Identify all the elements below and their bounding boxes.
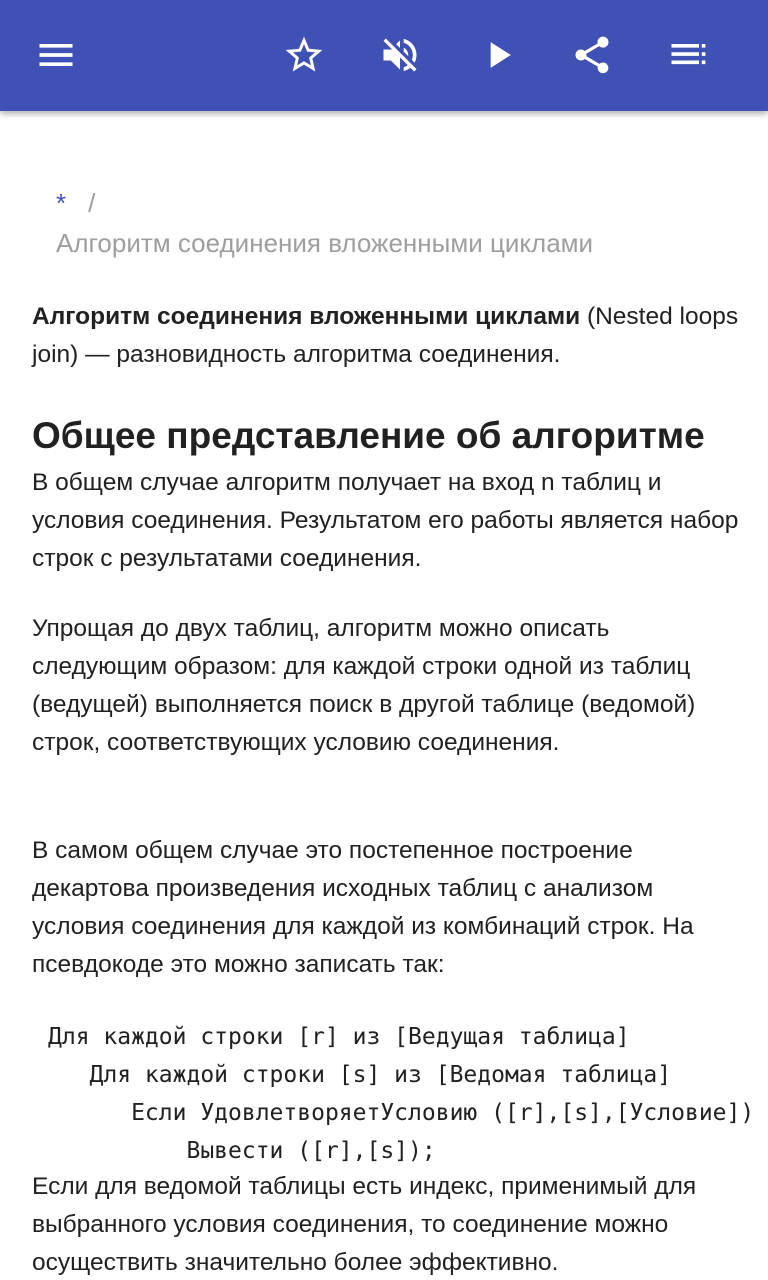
contents-button[interactable] (664, 31, 712, 79)
pseudocode-block (48, 1018, 768, 1170)
paragraph-2: Упрощая до двух таблиц, алгоритм можно описать следующим образом: для каждой строки одной из таблиц (ведущей) выполняется поиск в другой таблице (ведомой) строк, соответствующих условию соединения. (32, 615, 696, 756)
share-button[interactable] (568, 31, 616, 79)
intro-paragraph (32, 298, 742, 374)
share-icon (570, 33, 614, 77)
code-line: Для каждой строки [r] из [Ведущая таблица] (48, 1024, 630, 1050)
breadcrumb (56, 181, 95, 225)
paragraph-4: Если для ведомой таблицы есть индекс, применимый для выбранного условия соединения, то соединение можно осуществить значительно более эффективно. (32, 1173, 697, 1276)
intro-rest: (Nested loops join) — разновидность алгоритма соединения. (32, 303, 739, 368)
play-icon (476, 33, 520, 77)
intro-term: Алгоритм соединения вложенными циклами (32, 303, 581, 330)
breadcrumb-root-link[interactable]: * (56, 188, 67, 218)
code-line: Для каждой строки [s] из [Ведомая таблица] (48, 1062, 672, 1088)
menu-icon (34, 33, 78, 77)
paragraph-1: В общем случае алгоритм получает на вход n таблиц и условия соединения. Результатом его работы является набор строк с результатами соединения. (32, 469, 739, 572)
section-heading: Общее представление об алгоритме (32, 415, 705, 456)
breadcrumb-separator: / (88, 188, 96, 218)
star-icon (282, 33, 326, 77)
paragraph-3: В самом общем случае это постепенное построение декартова произведения исходных таблиц с анализом условия соединения для каждой из комбинаций строк. На псевдокоде это можно записать так: (32, 837, 694, 978)
app-bar (0, 0, 768, 111)
breadcrumb-current: Алгоритм соединения вложенными циклами (56, 228, 594, 258)
code-line: Вывести ([r],[s]); (48, 1138, 436, 1164)
volume-off-icon (378, 33, 422, 77)
menu-button[interactable] (32, 31, 80, 79)
code-line: Если УдовлетворяетУсловию ([r],[s],[Условие]) (48, 1100, 755, 1126)
favorite-button[interactable] (280, 31, 328, 79)
article-content (0, 111, 768, 1280)
list-icon (666, 33, 710, 77)
play-button[interactable] (474, 31, 522, 79)
mute-button[interactable] (376, 31, 424, 79)
